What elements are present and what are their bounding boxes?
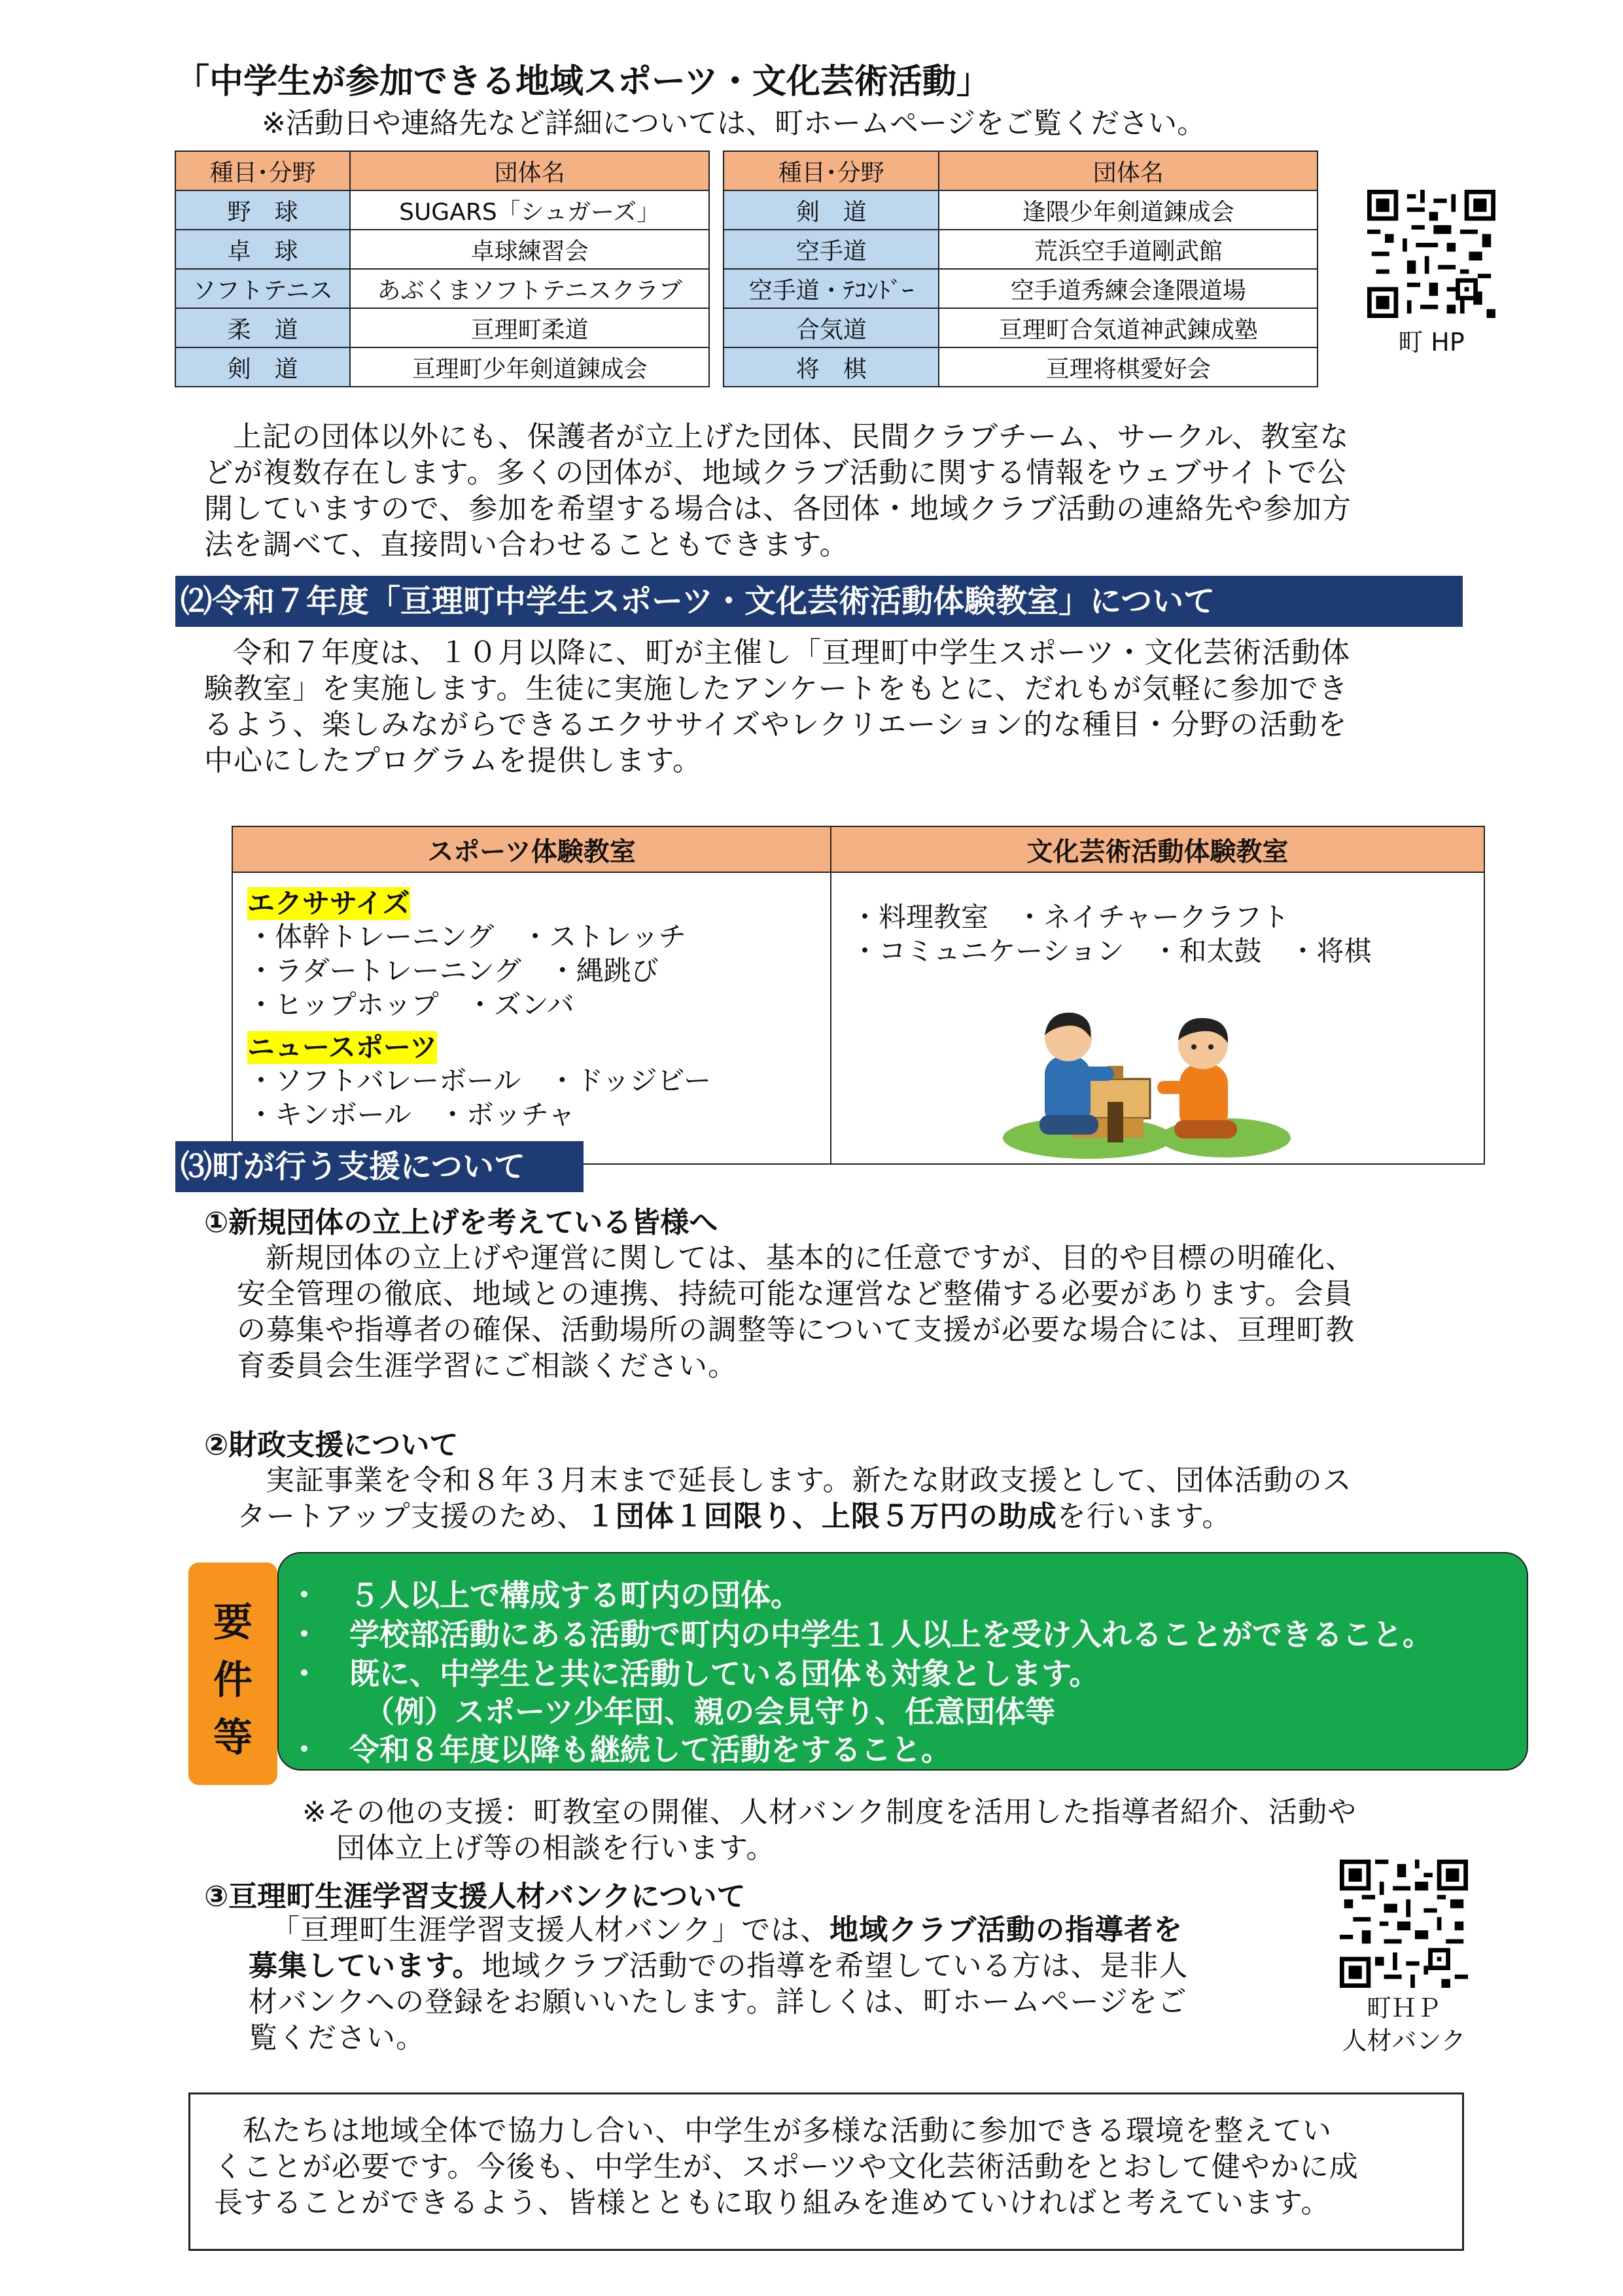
culture-header: 文化芸術活動体験教室 xyxy=(831,826,1484,872)
paragraph-line: 法を調べて、直接問い合わせることもできます。 xyxy=(204,528,849,561)
org-name: 亘理町合気道神武錬成塾 xyxy=(939,308,1318,347)
paragraph-line: 中心にしたプログラムを提供します。 xyxy=(204,744,703,777)
org-category: 柔 道 xyxy=(175,308,350,347)
list-item: ・ソフトバレーボール ・ドッジビー xyxy=(247,1065,711,1097)
org-name: あぶくまソフトテニスクラブ xyxy=(350,269,709,308)
sub2-paragraph xyxy=(237,1462,1493,1534)
shogi-players-illustration xyxy=(1003,1004,1291,1161)
sub1-paragraph xyxy=(237,1240,1493,1384)
subsidy-emphasis: １団体１回限り、上限５万円の助成 xyxy=(585,1500,1057,1533)
table-row xyxy=(724,190,1318,230)
paragraph-line: 令和７年度は、１０月以降に、町が主催し「亘理町中学生スポーツ・文化芸術活動体 xyxy=(233,636,1351,669)
intro-paragraph xyxy=(204,419,1486,563)
paragraph-line: 新規団体の立上げや運営に関しては、基本的に任意ですが、目的や目標の明確化、 xyxy=(266,1241,1355,1275)
qr-label-line: 町ＨＰ xyxy=(1366,1994,1441,2022)
req-tag-char: 件 xyxy=(213,1657,253,1703)
paragraph-line: どが複数存在します。多くの団体が、地域クラブ活動に関する情報をウェブサイトで公 xyxy=(204,456,1347,489)
sub3-paragraph xyxy=(249,1912,1321,2056)
orgs-table-left xyxy=(175,150,710,387)
table-row xyxy=(724,308,1318,347)
subsection-heading-3: ③亘理町生涯学習支援人材バンクについて xyxy=(204,1880,746,1913)
paragraph-line: 覧ください。 xyxy=(249,2021,425,2055)
col-header-category: 種目･分野 xyxy=(724,151,939,190)
org-category: 空手道・ﾃｺﾝﾄﾞｰ xyxy=(724,269,939,308)
sports-cell xyxy=(232,872,831,1164)
paragraph-line: 私たちは地域全体で協力し合い、中学生が多様な活動に参加できる環境を整えてい xyxy=(243,2114,1332,2147)
requirement-item: ・ 既に、中学生と共に活動している団体も対象とします。 xyxy=(289,1656,1100,1691)
org-category: 剣 道 xyxy=(724,190,939,230)
paragraph-line: の募集や指導者の確保、活動場所の調整等について支援が必要な場合には、亘理町教 xyxy=(237,1313,1355,1347)
requirement-item: ・ ５人以上で構成する町内の団体。 xyxy=(289,1578,801,1613)
org-category: 空手道 xyxy=(724,230,939,269)
org-name: 逢隈少年剣道錬成会 xyxy=(939,190,1318,230)
newsports-label: ニュースポーツ xyxy=(247,1031,438,1063)
org-name: 卓球練習会 xyxy=(350,230,709,269)
subsection-heading-1: ①新規団体の立上げを考えている皆様へ xyxy=(204,1206,718,1239)
qr-label xyxy=(1315,1992,1493,2057)
paragraph-line: 験教室」を実施します。生徒に実施したアンケートをもとに、だれもが気軽に参加でき xyxy=(204,672,1348,705)
org-name: 荒浜空手道剛武館 xyxy=(939,230,1318,269)
paragraph-line: 開していますので、参加を希望する場合は、各団体・地域クラブ活動の連絡先や参加方 xyxy=(204,492,1352,525)
org-category: ソフトテニス xyxy=(175,269,350,308)
org-category: 卓 球 xyxy=(175,230,350,269)
section2-paragraph xyxy=(204,635,1486,779)
paragraph-line: ※その他の支援：町教室の開催、人材バンク制度を活用した指導者紹介、活動や xyxy=(302,1795,1357,1829)
requirement-example: （例）スポーツ少年団、親の会見守り、任意団体等 xyxy=(289,1694,1056,1729)
list-item: ・コミュニケーション ・和太鼓 ・将棋 xyxy=(851,935,1372,967)
qr-code-icon[interactable] xyxy=(1340,1860,1468,1988)
other-support-note xyxy=(302,1794,1493,1866)
org-category: 将 棋 xyxy=(724,347,939,387)
table-row xyxy=(175,230,709,269)
org-name: 亘理町少年剣道錬成会 xyxy=(350,347,709,387)
recruit-emphasis-2: 募集しています。 xyxy=(249,1949,482,1983)
list-item: ・ラダートレーニング ・縄跳び xyxy=(247,955,659,987)
sports-header: スポーツ体験教室 xyxy=(232,826,831,872)
sub2-line2-post: を行います。 xyxy=(1056,1500,1232,1533)
paragraph-line: 実証事業を令和８年３月末まで延長します。新たな財政支援として、団体活動のス xyxy=(266,1464,1352,1497)
org-category: 剣 道 xyxy=(175,347,350,387)
sub3-line2-post: 地域クラブ活動での指導を希望している方は、是非人 xyxy=(481,1949,1189,1983)
org-category: 合気道 xyxy=(724,308,939,347)
org-name: SUGARS「シュガーズ」 xyxy=(350,190,709,230)
page-title: 「中学生が参加できる地域スポーツ・文化芸術活動」 xyxy=(175,62,990,101)
col-header-name: 団体名 xyxy=(939,151,1318,190)
table-row xyxy=(175,190,709,230)
qr-label-line: 人材バンク xyxy=(1342,2026,1466,2055)
col-header-category: 種目･分野 xyxy=(175,151,350,190)
paragraph-line xyxy=(249,1948,1321,1984)
paragraph-line: 団体立上げ等の相談を行います。 xyxy=(336,1831,776,1865)
table-row xyxy=(175,269,709,308)
sub3-line1-pre: 「亘理町生涯学習支援人材バンク」では、 xyxy=(271,1913,830,1947)
list-item: ・ヒップホップ ・ズンバ xyxy=(247,989,574,1021)
paragraph-line: 材バンクへの登録をお願いいたします。詳しくは、町ホームページをご xyxy=(249,1985,1187,2019)
paragraph-line: 上記の団体以外にも、保護者が立上げた団体、民間クラブチーム、サークル、教室な xyxy=(233,420,1350,453)
qr-label: 町 HP xyxy=(1398,328,1465,357)
paragraph-line: るよう、楽しみながらできるエクササイズやレクリエーション的な種目・分野の活動を xyxy=(204,708,1348,741)
closing-box xyxy=(188,2093,1464,2251)
paragraph-line: くことが必要です。今後も、中学生が、スポーツや文化芸術活動をとおして健やかに成 xyxy=(214,2150,1359,2183)
paragraph-line: 育委員会生涯学習にご相談ください。 xyxy=(237,1349,737,1383)
requirements-tag xyxy=(188,1563,277,1785)
paragraph-line: 安全管理の徹底、地域との連携、持続可能な運営など整備する必要があります。会員 xyxy=(237,1277,1353,1311)
list-item: ・キンボール ・ボッチャ xyxy=(247,1099,576,1131)
exercise-label: エクササイズ xyxy=(247,887,410,919)
org-category: 野 球 xyxy=(175,190,350,230)
qr-code-icon[interactable] xyxy=(1367,190,1495,318)
details-note: ※活動日や連絡先など詳細については、町ホームページをご覧ください。 xyxy=(262,107,1206,140)
section-heading-3: ⑶町が行う支援について xyxy=(175,1141,584,1192)
recruit-emphasis: 地域クラブ活動の指導者を xyxy=(829,1913,1183,1947)
col-header-name: 団体名 xyxy=(350,151,709,190)
list-item: ・料理教室 ・ネイチャークラフト xyxy=(851,901,1289,933)
org-name: 亘理将棋愛好会 xyxy=(939,347,1318,387)
paragraph-line xyxy=(249,1912,1321,1948)
table-row xyxy=(175,347,709,387)
culture-cell xyxy=(831,872,1484,1164)
requirement-item: ・ 学校部活動にある活動で町内の中学生１人以上を受け入れることができること。 xyxy=(289,1617,1433,1652)
table-row xyxy=(724,269,1318,308)
table-row xyxy=(175,308,709,347)
org-name: 空手道秀練会逢隈道場 xyxy=(939,269,1318,308)
sub2-line2-pre: タートアップ支援のため、 xyxy=(237,1500,586,1533)
section-heading-2: ⑵令和７年度「亘理町中学生スポーツ・文化芸術活動体験教室」について xyxy=(175,576,1463,627)
requirements-box xyxy=(277,1552,1528,1771)
subsection-heading-2: ②財政支援について xyxy=(204,1428,459,1462)
req-tag-char: 要 xyxy=(213,1600,253,1646)
requirement-item: ・ 令和８年度以降も継続して活動をすること。 xyxy=(289,1732,951,1767)
orgs-table-right xyxy=(723,150,1318,387)
paragraph-line xyxy=(237,1498,1493,1534)
paragraph-line: 長することができるよう、皆様とともに取り組みを進めていければと考えています。 xyxy=(214,2186,1331,2219)
programs-table xyxy=(232,826,1485,1165)
req-tag-char: 等 xyxy=(213,1715,253,1761)
list-item: ・体幹トレーニング ・ストレッチ xyxy=(247,921,686,953)
org-name: 亘理町柔道 xyxy=(350,308,709,347)
table-row xyxy=(724,230,1318,269)
table-row xyxy=(724,347,1318,387)
